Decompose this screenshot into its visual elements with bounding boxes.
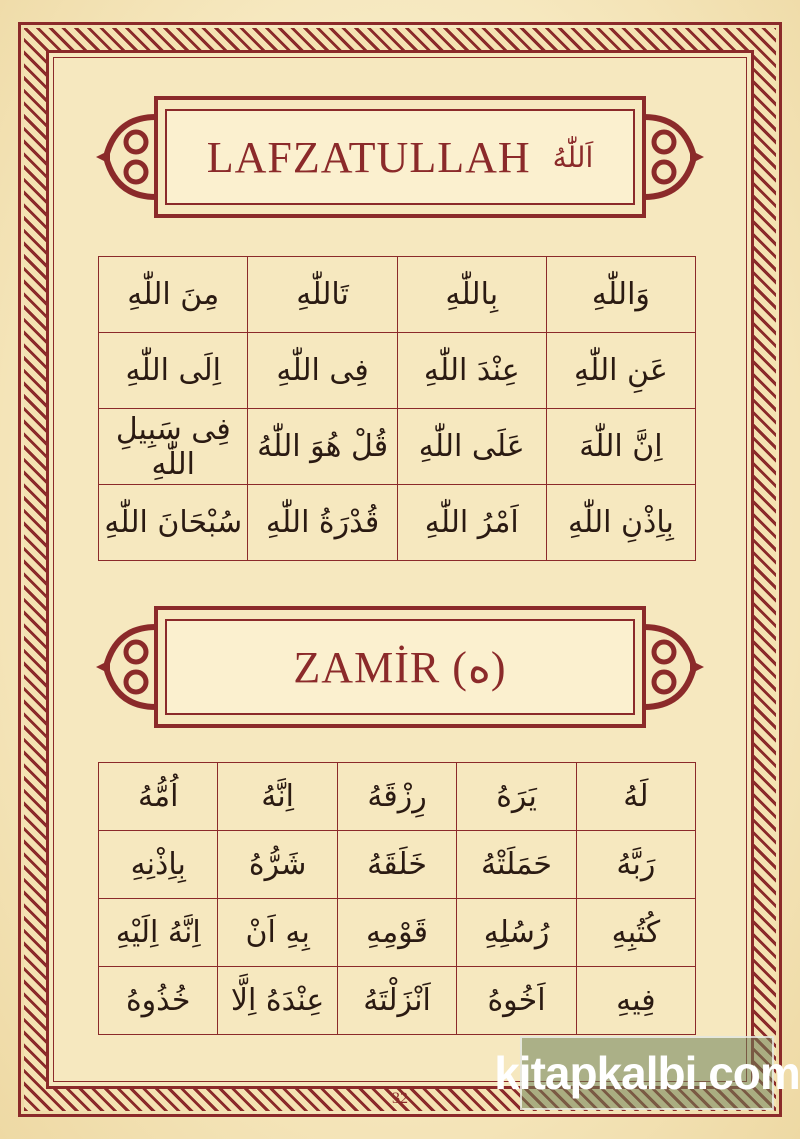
table-cell: اَخُوهُ [457,967,576,1035]
lafzatullah-banner [96,92,704,222]
table-cell: قُدْرَةُ اللّٰهِ [248,485,397,561]
table-row [99,967,696,1035]
table-cell: رِزْقَهُ [337,763,456,831]
table-cell: فِى اللّٰهِ [248,333,397,409]
table-cell: مِنَ اللّٰهِ [99,257,248,333]
table-cell: شَرُّهُ [218,831,337,899]
table-cell: فِيهِ [576,967,695,1035]
table-cell: عِنْدَهُ اِلَّا [218,967,337,1035]
table-cell: قَوْمِهِ [337,899,456,967]
zamir-title-text: ZAMİR (ه) [293,642,507,692]
zamir-title [96,602,704,732]
table-row [99,899,696,967]
table-cell: خُذُوهُ [99,967,218,1035]
table-cell: خَلَقَهُ [337,831,456,899]
table-cell: رُسُلِهِ [457,899,576,967]
table-row [99,409,696,485]
table-cell: اَنْزَلْتَهُ [337,967,456,1035]
table-cell: اُمُّهُ [99,763,218,831]
table-row [99,333,696,409]
table-cell: تَاللّٰهِ [248,257,397,333]
table-cell: بِاِذْنِ اللّٰهِ [546,485,695,561]
zamir-banner [96,602,704,732]
lafzatullah-title-arabic: اَللّٰهُ [552,140,594,174]
table-cell: حَمَلَتْهُ [457,831,576,899]
table-row [99,763,696,831]
table-cell: قُلْ هُوَ اللّٰهُ [248,409,397,485]
table-cell: يَرَهُ [457,763,576,831]
watermark-logo: kitapkalbi.com [520,1036,774,1110]
table-cell: اِنَّهُ [218,763,337,831]
table-cell: لَهُ [576,763,695,831]
page-number: 32 [392,1090,408,1107]
table-cell: اِلَى اللّٰهِ [99,333,248,409]
lafzatullah-table [98,256,696,561]
table-cell: بِاِذْنِهِ [99,831,218,899]
table-cell: فِى سَبِيلِ اللّٰهِ [99,409,248,485]
table-row [99,257,696,333]
table-cell: بِهِ اَنْ [218,899,337,967]
table-cell: اَمْرُ اللّٰهِ [397,485,546,561]
table-row [99,831,696,899]
zamir-table [98,762,696,1035]
table-cell: كُتُبِهِ [576,899,695,967]
table-cell: اِنَّ اللّٰهَ [546,409,695,485]
table-cell: وَاللّٰهِ [546,257,695,333]
table-cell: عَنِ اللّٰهِ [546,333,695,409]
lafzatullah-title-text: LAFZATULLAH [206,132,531,182]
table-cell: عِنْدَ اللّٰهِ [397,333,546,409]
table-row [99,485,696,561]
table-cell: رَبَّهُ [576,831,695,899]
table-cell: اِنَّهُ اِلَيْهِ [99,899,218,967]
table-cell: بِاللّٰهِ [397,257,546,333]
table-cell: سُبْحَانَ اللّٰهِ [99,485,248,561]
table-cell: عَلَى اللّٰهِ [397,409,546,485]
lafzatullah-title [96,92,704,222]
